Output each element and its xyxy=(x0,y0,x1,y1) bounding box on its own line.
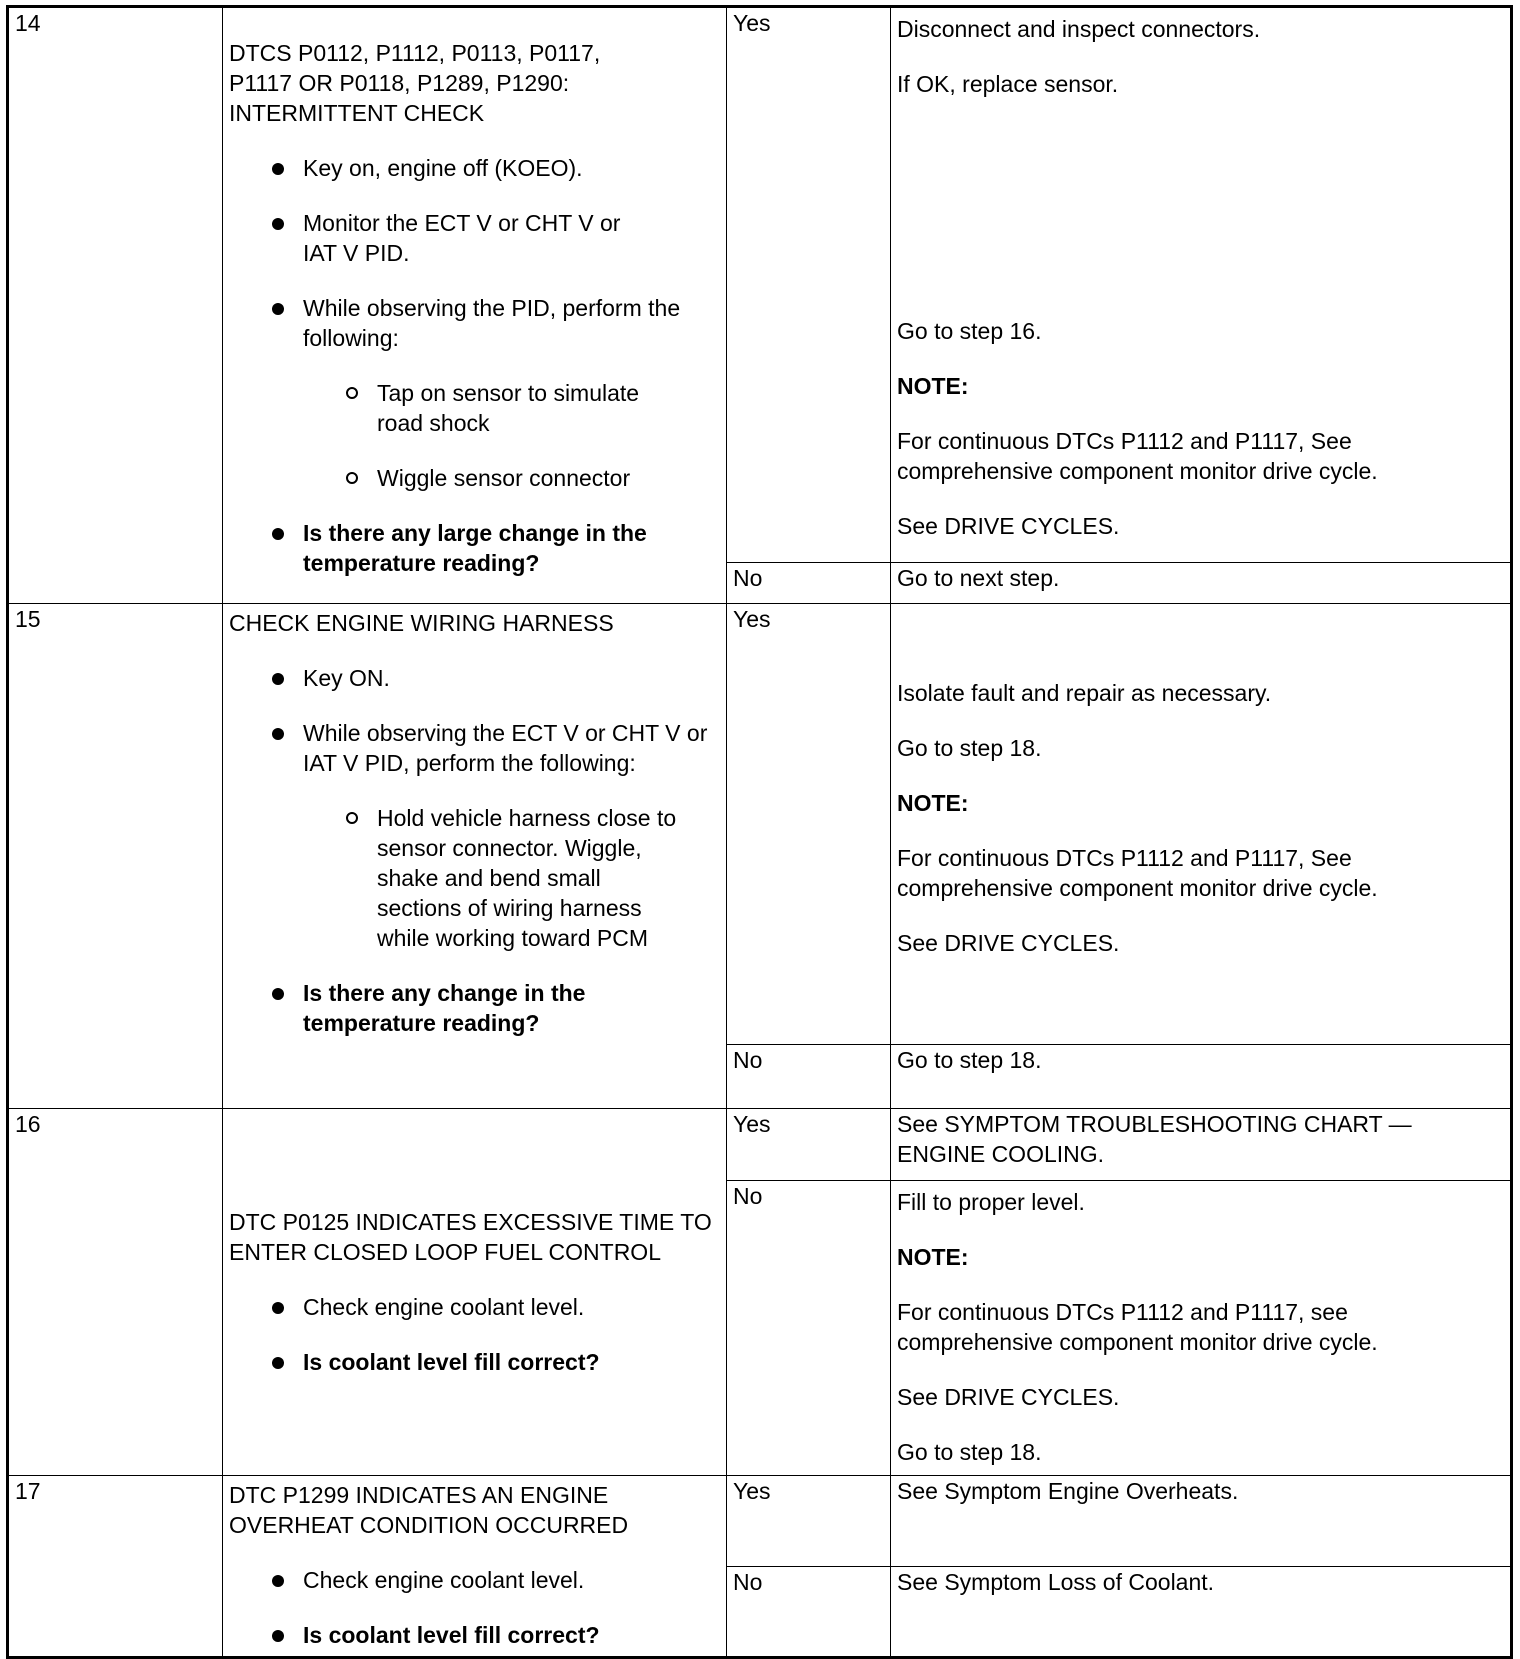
question-item: Is coolant level fill correct? xyxy=(303,1347,720,1377)
action-text: Go to step 18. xyxy=(897,735,1042,761)
step-test-cell xyxy=(223,1476,727,1658)
test-heading: CHECK ENGINE WIRING HARNESS xyxy=(229,610,614,636)
action-text: See Symptom Engine Overheats. xyxy=(897,1478,1239,1504)
no-label: No xyxy=(733,565,763,591)
test-heading: DTCS P0112, P1112, P0113, P0117, P1117 OR P0118, P1289, P1290: INTERMITTENT CHECK xyxy=(229,40,601,126)
yes-cell xyxy=(727,1109,891,1181)
test-heading: DTC P0125 INDICATES EXCESSIVE TIME TO ENTER CLOSED LOOP FUEL CONTROL xyxy=(229,1209,712,1265)
action-text: Go to next step. xyxy=(897,565,1060,591)
no-cell xyxy=(727,1567,891,1658)
action-text: Fill to proper level. xyxy=(897,1189,1085,1215)
no-action-cell xyxy=(891,1181,1512,1476)
yes-cell xyxy=(727,7,891,563)
bullet-item: While observing the PID, perform the following: xyxy=(303,293,720,353)
action-text: If OK, replace sensor. xyxy=(897,71,1119,97)
yes-action-cell xyxy=(891,1476,1512,1567)
note-text: For continuous DTCs P1112 and P1117, See comprehensive component monitor drive cycle. xyxy=(897,428,1378,484)
yes-cell xyxy=(727,1476,891,1567)
yes-label: Yes xyxy=(733,606,771,632)
yes-label: Yes xyxy=(733,10,771,36)
sub-bullets xyxy=(303,378,720,493)
question-item: Is coolant level fill correct? xyxy=(303,1620,720,1650)
note-text: For continuous DTCs P1112 and P1117, see comprehensive component monitor drive cycle. xyxy=(897,1299,1378,1355)
test-question xyxy=(229,1620,720,1650)
yes-label: Yes xyxy=(733,1111,771,1137)
action-text: See SYMPTOM TROUBLESHOOTING CHART — ENGINE COOLING. xyxy=(897,1111,1412,1167)
sub-bullets xyxy=(303,803,720,953)
question-item: Is there any change in the temperature reading? xyxy=(303,978,720,1038)
question-item: Is there any large change in the temperature reading? xyxy=(303,518,720,578)
yes-cell xyxy=(727,604,891,1045)
see-reference: See DRIVE CYCLES. xyxy=(897,930,1120,956)
step-number: 15 xyxy=(15,606,41,632)
test-question xyxy=(229,978,720,1038)
see-reference: See DRIVE CYCLES. xyxy=(897,1384,1120,1410)
step-number-cell xyxy=(8,7,223,604)
step-row xyxy=(8,1109,1512,1181)
step-number-cell xyxy=(8,1476,223,1658)
step-number: 16 xyxy=(15,1111,41,1137)
action-text: Disconnect and inspect connectors. xyxy=(897,16,1261,42)
step-number: 14 xyxy=(15,10,41,36)
no-label: No xyxy=(733,1183,763,1209)
bullet-item: Check engine coolant level. xyxy=(303,1292,720,1322)
step-row xyxy=(8,1476,1512,1567)
bullet-item: While observing the ECT V or CHT V or IAT V PID, perform the following: xyxy=(303,718,720,778)
step-test-cell xyxy=(223,604,727,1109)
see-reference: See DRIVE CYCLES. xyxy=(897,513,1120,539)
bullet-item: Monitor the ECT V or CHT V or IAT V PID. xyxy=(303,208,720,268)
no-action-cell xyxy=(891,1567,1512,1658)
no-cell xyxy=(727,1181,891,1476)
yes-label: Yes xyxy=(733,1478,771,1504)
note-label: NOTE: xyxy=(897,373,969,399)
yes-action-cell xyxy=(891,7,1512,563)
step-number-cell xyxy=(8,1109,223,1476)
no-action-cell xyxy=(891,563,1512,604)
sub-bullet-item: Hold vehicle harness close to sensor connector. Wiggle, shake and bend small sections of wiring harness while working toward PCM xyxy=(377,803,720,953)
sub-bullet-item: Wiggle sensor connector xyxy=(377,463,720,493)
diagnostic-procedure-table xyxy=(6,5,1513,1659)
test-bullets xyxy=(229,663,720,778)
note-text: For continuous DTCs P1112 and P1117, See comprehensive component monitor drive cycle. xyxy=(897,845,1378,901)
no-cell xyxy=(727,1045,891,1109)
note-label: NOTE: xyxy=(897,1244,969,1270)
step-row xyxy=(8,7,1512,563)
test-bullets xyxy=(229,153,720,353)
step-test-cell xyxy=(223,1109,727,1476)
action-text: Go to step 18. xyxy=(897,1439,1042,1465)
no-label: No xyxy=(733,1047,763,1073)
test-question xyxy=(229,1347,720,1377)
step-number: 17 xyxy=(15,1478,41,1504)
step-row xyxy=(8,604,1512,1045)
no-cell xyxy=(727,563,891,604)
yes-action-cell xyxy=(891,1109,1512,1181)
no-action-cell xyxy=(891,1045,1512,1109)
sub-bullet-item: Tap on sensor to simulate road shock xyxy=(377,378,720,438)
bullet-item: Key on, engine off (KOEO). xyxy=(303,153,720,183)
step-number-cell xyxy=(8,604,223,1109)
test-heading: DTC P1299 INDICATES AN ENGINE OVERHEAT CONDITION OCCURRED xyxy=(229,1482,629,1538)
bullet-item: Check engine coolant level. xyxy=(303,1565,720,1595)
test-bullets xyxy=(229,1565,720,1595)
action-text: Isolate fault and repair as necessary. xyxy=(897,680,1272,706)
bullet-item: Key ON. xyxy=(303,663,720,693)
test-question xyxy=(229,518,720,578)
action-text: Go to step 18. xyxy=(897,1047,1042,1073)
action-text: See Symptom Loss of Coolant. xyxy=(897,1569,1215,1595)
yes-action-cell xyxy=(891,604,1512,1045)
no-label: No xyxy=(733,1569,763,1595)
test-bullets xyxy=(229,1292,720,1322)
note-label: NOTE: xyxy=(897,790,969,816)
step-test-cell xyxy=(223,7,727,604)
action-text: Go to step 16. xyxy=(897,318,1042,344)
